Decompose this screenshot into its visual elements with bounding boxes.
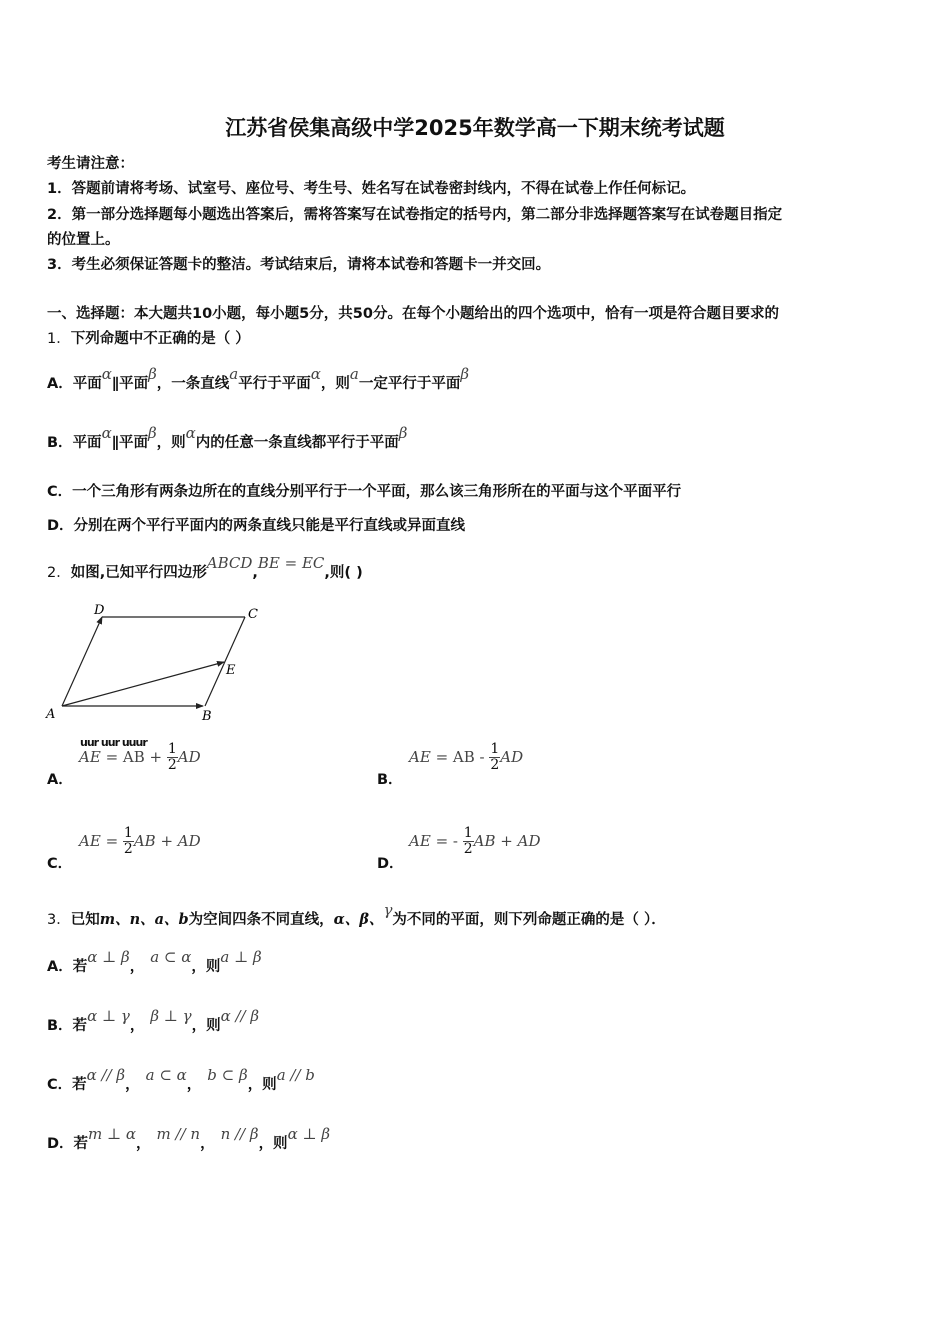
vertex-label-a: A bbox=[46, 707, 56, 722]
math-expression: BE = EC bbox=[257, 554, 325, 572]
numerator: 1 bbox=[167, 741, 177, 757]
q3-option-d bbox=[47, 1125, 331, 1153]
math-expression: = AB - bbox=[430, 748, 490, 766]
option-label: B．若 bbox=[47, 1018, 88, 1034]
option-label: A．若 bbox=[47, 959, 88, 975]
denominator: 2 bbox=[123, 841, 133, 857]
stem-text: 已知 bbox=[70, 912, 100, 928]
math-expression: b ⊂ β bbox=[207, 1066, 248, 1084]
math-expression: α ⊥ β bbox=[87, 948, 130, 966]
math-expression: AB + AD bbox=[473, 832, 541, 850]
math-expression: a ⊂ α bbox=[145, 1066, 187, 1084]
option-text: 平行于平面 bbox=[238, 376, 311, 392]
option-text: ， bbox=[186, 1077, 202, 1093]
fraction bbox=[167, 742, 178, 773]
option-text: 平面 bbox=[72, 435, 102, 451]
option-text: ，则 bbox=[156, 435, 186, 451]
math-expression: α ⊥ γ bbox=[87, 1007, 130, 1025]
fraction bbox=[123, 826, 134, 857]
math-expression: α ⊥ β bbox=[287, 1125, 331, 1143]
math-expression: = - bbox=[430, 832, 463, 850]
math-variables: m、n、a、b bbox=[99, 911, 189, 928]
math-expression: m ⊥ α bbox=[88, 1125, 137, 1143]
math-expression: ABCD bbox=[206, 554, 253, 572]
option-label: A． bbox=[47, 376, 73, 392]
question-1-stem bbox=[47, 327, 250, 348]
vector-ae bbox=[62, 662, 224, 706]
math-symbol: α bbox=[101, 365, 112, 383]
option-label: D．若 bbox=[47, 1136, 89, 1152]
q1-option-b bbox=[47, 424, 408, 452]
vertex-label-d: D bbox=[94, 603, 105, 618]
math-expression: AD bbox=[500, 748, 524, 766]
numerator: 1 bbox=[463, 825, 473, 841]
option-text: ，则 bbox=[247, 1077, 277, 1093]
math-symbol: α bbox=[310, 365, 321, 383]
q2-option-a bbox=[47, 742, 201, 789]
math-symbol: γ bbox=[383, 901, 393, 919]
question-2-stem bbox=[47, 554, 363, 582]
stem-text: ,则( ) bbox=[324, 565, 363, 581]
option-label: C．若 bbox=[47, 1077, 87, 1093]
math-expression: a ⊥ β bbox=[220, 948, 262, 966]
math-symbol: β bbox=[148, 365, 157, 383]
math-symbol: β bbox=[460, 365, 470, 383]
notice-item: 的位置上。 bbox=[47, 232, 120, 248]
math-expression: β ⊥ γ bbox=[150, 1007, 192, 1025]
option-text: ， bbox=[129, 1018, 145, 1034]
side-cb bbox=[205, 617, 245, 706]
option-text: 一定平行于平面 bbox=[358, 376, 461, 392]
math-expression: AE bbox=[79, 748, 101, 766]
option-text: 内的任意一条直线都平行于平面 bbox=[195, 435, 399, 451]
q2-option-c bbox=[47, 826, 201, 873]
math-symbol: a bbox=[349, 365, 359, 383]
option-label: B． bbox=[47, 435, 73, 451]
vertex-label-c: C bbox=[248, 607, 258, 622]
option-text: ，一条直线 bbox=[156, 376, 230, 392]
question-3-stem bbox=[47, 901, 666, 929]
option-label: B． bbox=[377, 772, 403, 788]
option-text: ，则 bbox=[258, 1136, 288, 1152]
stem-text: 为不同的平面，则下列命题正确的是（ ）． bbox=[392, 912, 666, 928]
math-expression: AE bbox=[409, 832, 431, 850]
math-expression: AE bbox=[409, 748, 431, 766]
math-expression: n // β bbox=[220, 1125, 259, 1143]
option-text: ， bbox=[200, 1136, 215, 1152]
math-expression: α // β bbox=[86, 1066, 126, 1084]
parallelogram-figure bbox=[40, 598, 280, 728]
option-text: ∥平面 bbox=[111, 435, 148, 451]
option-text: ，则 bbox=[191, 959, 221, 975]
page-title: 江苏省侯集高级中学2025年数学高一下期末统考试题 bbox=[225, 116, 725, 140]
vertex-label-e: E bbox=[226, 663, 236, 678]
fraction bbox=[489, 742, 500, 773]
option-label: A． bbox=[47, 772, 73, 788]
stem-text: , bbox=[252, 565, 258, 581]
math-expression: a // b bbox=[276, 1066, 315, 1084]
vertex-label-b: B bbox=[202, 709, 212, 724]
denominator: 2 bbox=[463, 841, 473, 857]
vector-ad bbox=[62, 617, 102, 706]
question-number: 1． bbox=[47, 331, 71, 347]
question-number: 3． bbox=[47, 912, 71, 928]
math-variables: α、β、 bbox=[333, 911, 384, 928]
q2-option-d bbox=[377, 826, 541, 873]
question-number: 2． bbox=[47, 565, 71, 581]
option-label: C． bbox=[47, 856, 73, 872]
math-expression: = bbox=[100, 832, 123, 850]
option-text: ，则 bbox=[191, 1018, 221, 1034]
math-expression: m // n bbox=[156, 1125, 201, 1143]
stem-text: 下列命题中不正确的是（ ） bbox=[70, 331, 250, 347]
q1-option-a bbox=[47, 365, 470, 393]
math-symbol: a bbox=[229, 365, 239, 383]
math-symbol: β bbox=[398, 424, 408, 442]
option-text: ， bbox=[125, 1077, 140, 1093]
option-text: ，则 bbox=[320, 376, 350, 392]
stem-text: 如图,已知平行四边形 bbox=[70, 565, 207, 581]
math-expression: AB + AD bbox=[133, 832, 201, 850]
option-text: ， bbox=[129, 959, 145, 975]
option-text: 平面 bbox=[72, 376, 102, 392]
notice-item: 3．考生必须保证答题卡的整洁。考试结束后，请将本试卷和答题卡一并交回。 bbox=[47, 257, 551, 273]
denominator: 2 bbox=[167, 757, 177, 773]
q3-option-b bbox=[47, 1007, 260, 1035]
math-symbol: α bbox=[185, 424, 196, 442]
q3-option-c bbox=[47, 1066, 315, 1094]
stem-text: 为空间四条不同直线， bbox=[188, 912, 334, 928]
option-text: ， bbox=[136, 1136, 151, 1152]
q1-option-c: C．一个三角形有两条边所在的直线分别平行于一个平面，那么该三角形所在的平面与这个平面平行 bbox=[47, 484, 682, 500]
q3-option-a bbox=[47, 948, 262, 976]
option-text: ∥平面 bbox=[111, 376, 149, 392]
option-label: D． bbox=[377, 856, 404, 872]
fraction bbox=[463, 826, 474, 857]
math-expression: = AB + bbox=[100, 748, 167, 766]
section-heading: 一、选择题：本大题共10小题，每小题5分，共50分。在每个小题给出的四个选项中，恰有一项是符合题目要求的 bbox=[47, 306, 779, 322]
numerator: 1 bbox=[123, 825, 133, 841]
q1-option-d: D．分别在两个平行平面内的两条直线只能是平行直线或异面直线 bbox=[47, 518, 466, 534]
math-symbol: β bbox=[147, 424, 157, 442]
notice-item: 1．答题前请将考场、试室号、座位号、考生号、姓名写在试卷密封线内，不得在试卷上作任何标记。 bbox=[47, 181, 696, 197]
notice-heading: 考生请注意： bbox=[47, 156, 134, 172]
notice-item: 2．第一部分选择题每小题选出答案后，需将答案写在试卷指定的括号内，第二部分非选择题答案写在试卷题目指定 bbox=[47, 207, 783, 223]
vector-arrow-marks: uur uur uuur bbox=[80, 736, 147, 749]
math-expression: a ⊂ α bbox=[150, 948, 192, 966]
math-expression: AD bbox=[177, 748, 201, 766]
numerator: 1 bbox=[490, 741, 500, 757]
denominator: 2 bbox=[490, 757, 500, 773]
q2-option-b bbox=[377, 742, 523, 789]
math-expression: AE bbox=[79, 832, 101, 850]
math-expression: α // β bbox=[220, 1007, 260, 1025]
math-symbol: α bbox=[101, 424, 112, 442]
